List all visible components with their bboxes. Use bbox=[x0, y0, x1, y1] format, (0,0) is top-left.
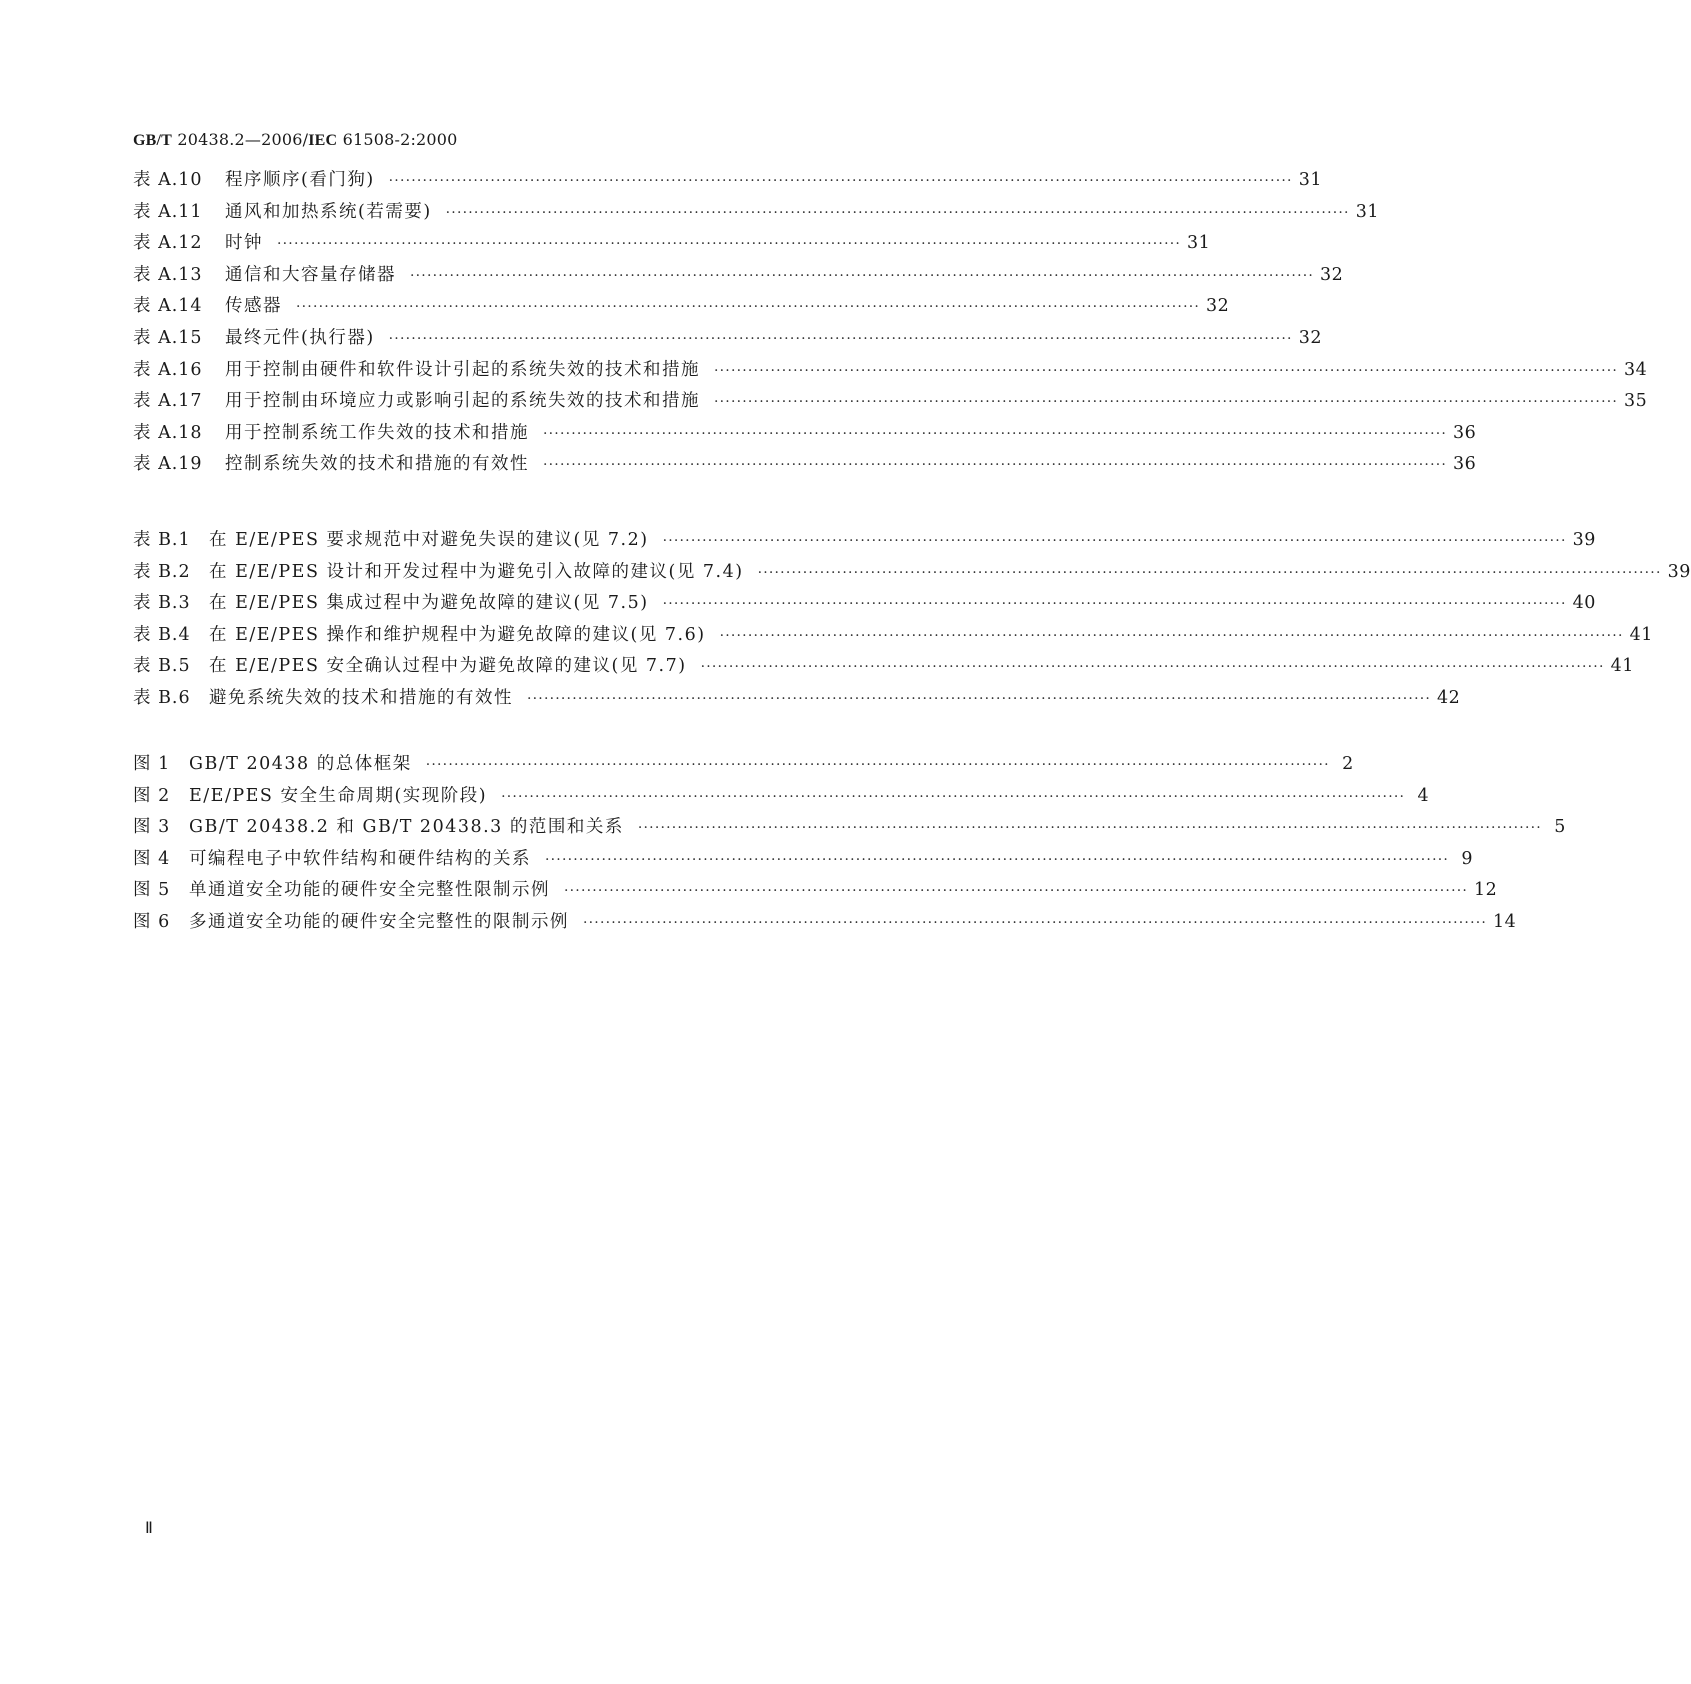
toc-page: 32 bbox=[1298, 327, 1322, 348]
toc-leader: ································································································································································ bbox=[564, 883, 1469, 900]
toc-title: 程序顺序(看门狗) bbox=[225, 170, 375, 190]
toc-title: 避免系统失效的技术和措施的有效性 bbox=[209, 687, 513, 708]
toc-title: 用于控制系统工作失效的技术和措施 bbox=[225, 422, 529, 443]
toc-page: 42 bbox=[1437, 687, 1461, 708]
toc-page: 32 bbox=[1206, 296, 1230, 317]
toc-figures bbox=[133, 750, 1566, 940]
toc-title: 通信和大容量存储器 bbox=[225, 264, 396, 285]
header-iec-code: 61508-2:2000 bbox=[337, 130, 458, 149]
toc-leader: ································································································································································ bbox=[527, 690, 1432, 707]
header-iec: IEC bbox=[308, 132, 338, 149]
toc-label: 表 A.15 bbox=[133, 327, 203, 348]
toc-entry[interactable] bbox=[133, 684, 1461, 716]
toc-label: 表 B.1 bbox=[133, 530, 191, 550]
toc-entry[interactable] bbox=[133, 419, 1477, 451]
toc-leader: ································································································································································ bbox=[700, 659, 1605, 676]
toc-leader: ································································································································································ bbox=[719, 627, 1624, 644]
toc-page: 14 bbox=[1493, 911, 1517, 932]
toc-leader: ································································································································································ bbox=[583, 914, 1488, 931]
toc-label: 表 A.19 bbox=[133, 454, 203, 475]
toc-page: 9 bbox=[1461, 848, 1474, 869]
toc-label: 表 B.2 bbox=[133, 561, 191, 582]
toc-label: 表 A.17 bbox=[133, 391, 203, 412]
toc-leader: ································································································································································ bbox=[388, 330, 1293, 347]
toc-page: 39 bbox=[1667, 561, 1691, 582]
toc-page: 31 bbox=[1187, 233, 1211, 254]
toc-entry[interactable] bbox=[133, 876, 1498, 908]
toc-label: 表 B.5 bbox=[133, 656, 191, 677]
toc-page: 34 bbox=[1624, 359, 1648, 380]
toc-entry[interactable] bbox=[133, 621, 1653, 653]
toc-page: 36 bbox=[1453, 454, 1477, 475]
toc-title: 用于控制由环境应力或影响引起的系统失效的技术和措施 bbox=[225, 391, 700, 412]
toc-title: 多通道安全功能的硬件安全完整性的限制示例 bbox=[189, 911, 569, 932]
toc-title: 传感器 bbox=[225, 296, 282, 317]
toc-title: GB/T 20438 的总体框架 bbox=[189, 754, 412, 774]
toc-page: 32 bbox=[1320, 264, 1344, 285]
toc-leader: ································································································································································ bbox=[714, 394, 1619, 411]
document-header bbox=[133, 130, 458, 150]
toc-page: 4 bbox=[1417, 785, 1430, 806]
toc-page: 12 bbox=[1474, 880, 1498, 901]
toc-label: 图 2 bbox=[133, 785, 171, 806]
toc-label: 图 1 bbox=[133, 754, 171, 774]
toc-page: 41 bbox=[1629, 624, 1653, 645]
toc-page: 40 bbox=[1572, 593, 1596, 614]
toc-leader: ································································································································································ bbox=[662, 596, 1567, 613]
toc-entry[interactable] bbox=[133, 450, 1477, 482]
toc-leader: ································································································································································ bbox=[277, 236, 1182, 253]
toc-label: 表 B.3 bbox=[133, 593, 191, 614]
toc-entry[interactable] bbox=[133, 558, 1691, 590]
toc-entry[interactable] bbox=[133, 908, 1517, 940]
toc-leader: ································································································································································ bbox=[543, 457, 1448, 474]
toc-title: 在 E/E/PES 要求规范中对避免失误的建议(见 7.2) bbox=[209, 530, 649, 550]
toc-entry[interactable] bbox=[133, 229, 1211, 261]
toc-entry[interactable] bbox=[133, 526, 1596, 558]
toc-entry[interactable] bbox=[133, 782, 1430, 814]
toc-leader: ································································································································································ bbox=[714, 362, 1619, 379]
toc-title: 控制系统失效的技术和措施的有效性 bbox=[225, 454, 529, 475]
toc-title: 在 E/E/PES 设计和开发过程中为避免引入故障的建议(见 7.4) bbox=[209, 561, 744, 582]
toc-title: E/E/PES 安全生命周期(实现阶段) bbox=[189, 785, 488, 806]
toc-label: 表 A.11 bbox=[133, 201, 203, 222]
toc-page: 39 bbox=[1572, 530, 1596, 550]
toc-label: 表 A.10 bbox=[133, 170, 203, 190]
toc-entry[interactable] bbox=[133, 813, 1566, 845]
toc-page: 41 bbox=[1610, 656, 1634, 677]
toc-page: 31 bbox=[1355, 201, 1379, 222]
toc-entry[interactable] bbox=[133, 261, 1344, 293]
toc-title: 单通道安全功能的硬件安全完整性限制示例 bbox=[189, 880, 550, 901]
toc-label: 表 A.16 bbox=[133, 359, 203, 380]
toc-page: 2 bbox=[1342, 754, 1354, 774]
toc-title: 在 E/E/PES 操作和维护规程中为避免故障的建议(见 7.6) bbox=[209, 624, 706, 645]
toc-label: 图 5 bbox=[133, 880, 171, 901]
toc-leader: ································································································································································ bbox=[545, 851, 1450, 868]
toc-title: 最终元件(执行器) bbox=[225, 327, 375, 348]
toc-leader: ································································································································································ bbox=[543, 425, 1448, 442]
toc-tables-a bbox=[133, 166, 1648, 482]
toc-entry[interactable] bbox=[133, 589, 1596, 621]
header-code: 20438.2—2006/ bbox=[172, 130, 309, 149]
toc-entry[interactable] bbox=[133, 292, 1230, 324]
footer-page-number: Ⅱ bbox=[145, 1520, 153, 1537]
toc-label: 表 A.13 bbox=[133, 264, 203, 285]
toc-leader: ································································································································································ bbox=[388, 173, 1293, 189]
toc-label: 图 4 bbox=[133, 848, 171, 869]
toc-entry[interactable] bbox=[133, 166, 1322, 198]
toc-leader: ································································································································································ bbox=[410, 267, 1315, 284]
toc-entry[interactable] bbox=[133, 324, 1322, 356]
toc-leader: ································································································································································ bbox=[757, 564, 1662, 581]
toc-leader: ································································································································································ bbox=[296, 299, 1201, 316]
toc-title: 用于控制由硬件和软件设计引起的系统失效的技术和措施 bbox=[225, 359, 700, 380]
toc-label: 图 6 bbox=[133, 911, 171, 932]
toc-page: 36 bbox=[1453, 422, 1477, 443]
toc-title: 时钟 bbox=[225, 233, 263, 254]
toc-label: 表 A.18 bbox=[133, 422, 203, 443]
toc-entry[interactable] bbox=[133, 198, 1379, 230]
toc-leader: ································································································································································ bbox=[637, 820, 1542, 837]
toc-label: 表 B.4 bbox=[133, 624, 191, 645]
toc-title: 在 E/E/PES 安全确认过程中为避免故障的建议(见 7.7) bbox=[209, 656, 687, 677]
toc-leader: ································································································································································ bbox=[662, 533, 1567, 549]
toc-label: 表 B.6 bbox=[133, 687, 191, 708]
toc-entry[interactable] bbox=[133, 387, 1648, 419]
toc-title: 可编程电子中软件结构和硬件结构的关系 bbox=[189, 848, 531, 869]
toc-title: 通风和加热系统(若需要) bbox=[225, 201, 432, 222]
toc-leader: ································································································································································ bbox=[445, 204, 1350, 221]
toc-label: 表 A.14 bbox=[133, 296, 203, 317]
header-prefix: GB/T bbox=[133, 132, 173, 149]
toc-tables-b bbox=[133, 526, 1691, 716]
toc-leader: ································································································································································ bbox=[501, 788, 1406, 805]
toc-page: 5 bbox=[1554, 817, 1566, 838]
toc-entry[interactable] bbox=[133, 356, 1648, 388]
toc-title: 在 E/E/PES 集成过程中为避免故障的建议(见 7.5) bbox=[209, 593, 649, 614]
toc-page: 35 bbox=[1624, 391, 1648, 412]
toc-entry[interactable] bbox=[133, 750, 1354, 782]
toc-entry[interactable] bbox=[133, 652, 1634, 684]
toc-page: 31 bbox=[1298, 170, 1322, 190]
toc-label: 表 A.12 bbox=[133, 233, 203, 254]
toc-label: 图 3 bbox=[133, 817, 171, 838]
toc-leader: ································································································································································ bbox=[425, 757, 1330, 773]
toc-title: GB/T 20438.2 和 GB/T 20438.3 的范围和关系 bbox=[189, 817, 624, 838]
toc-entry[interactable] bbox=[133, 845, 1474, 877]
